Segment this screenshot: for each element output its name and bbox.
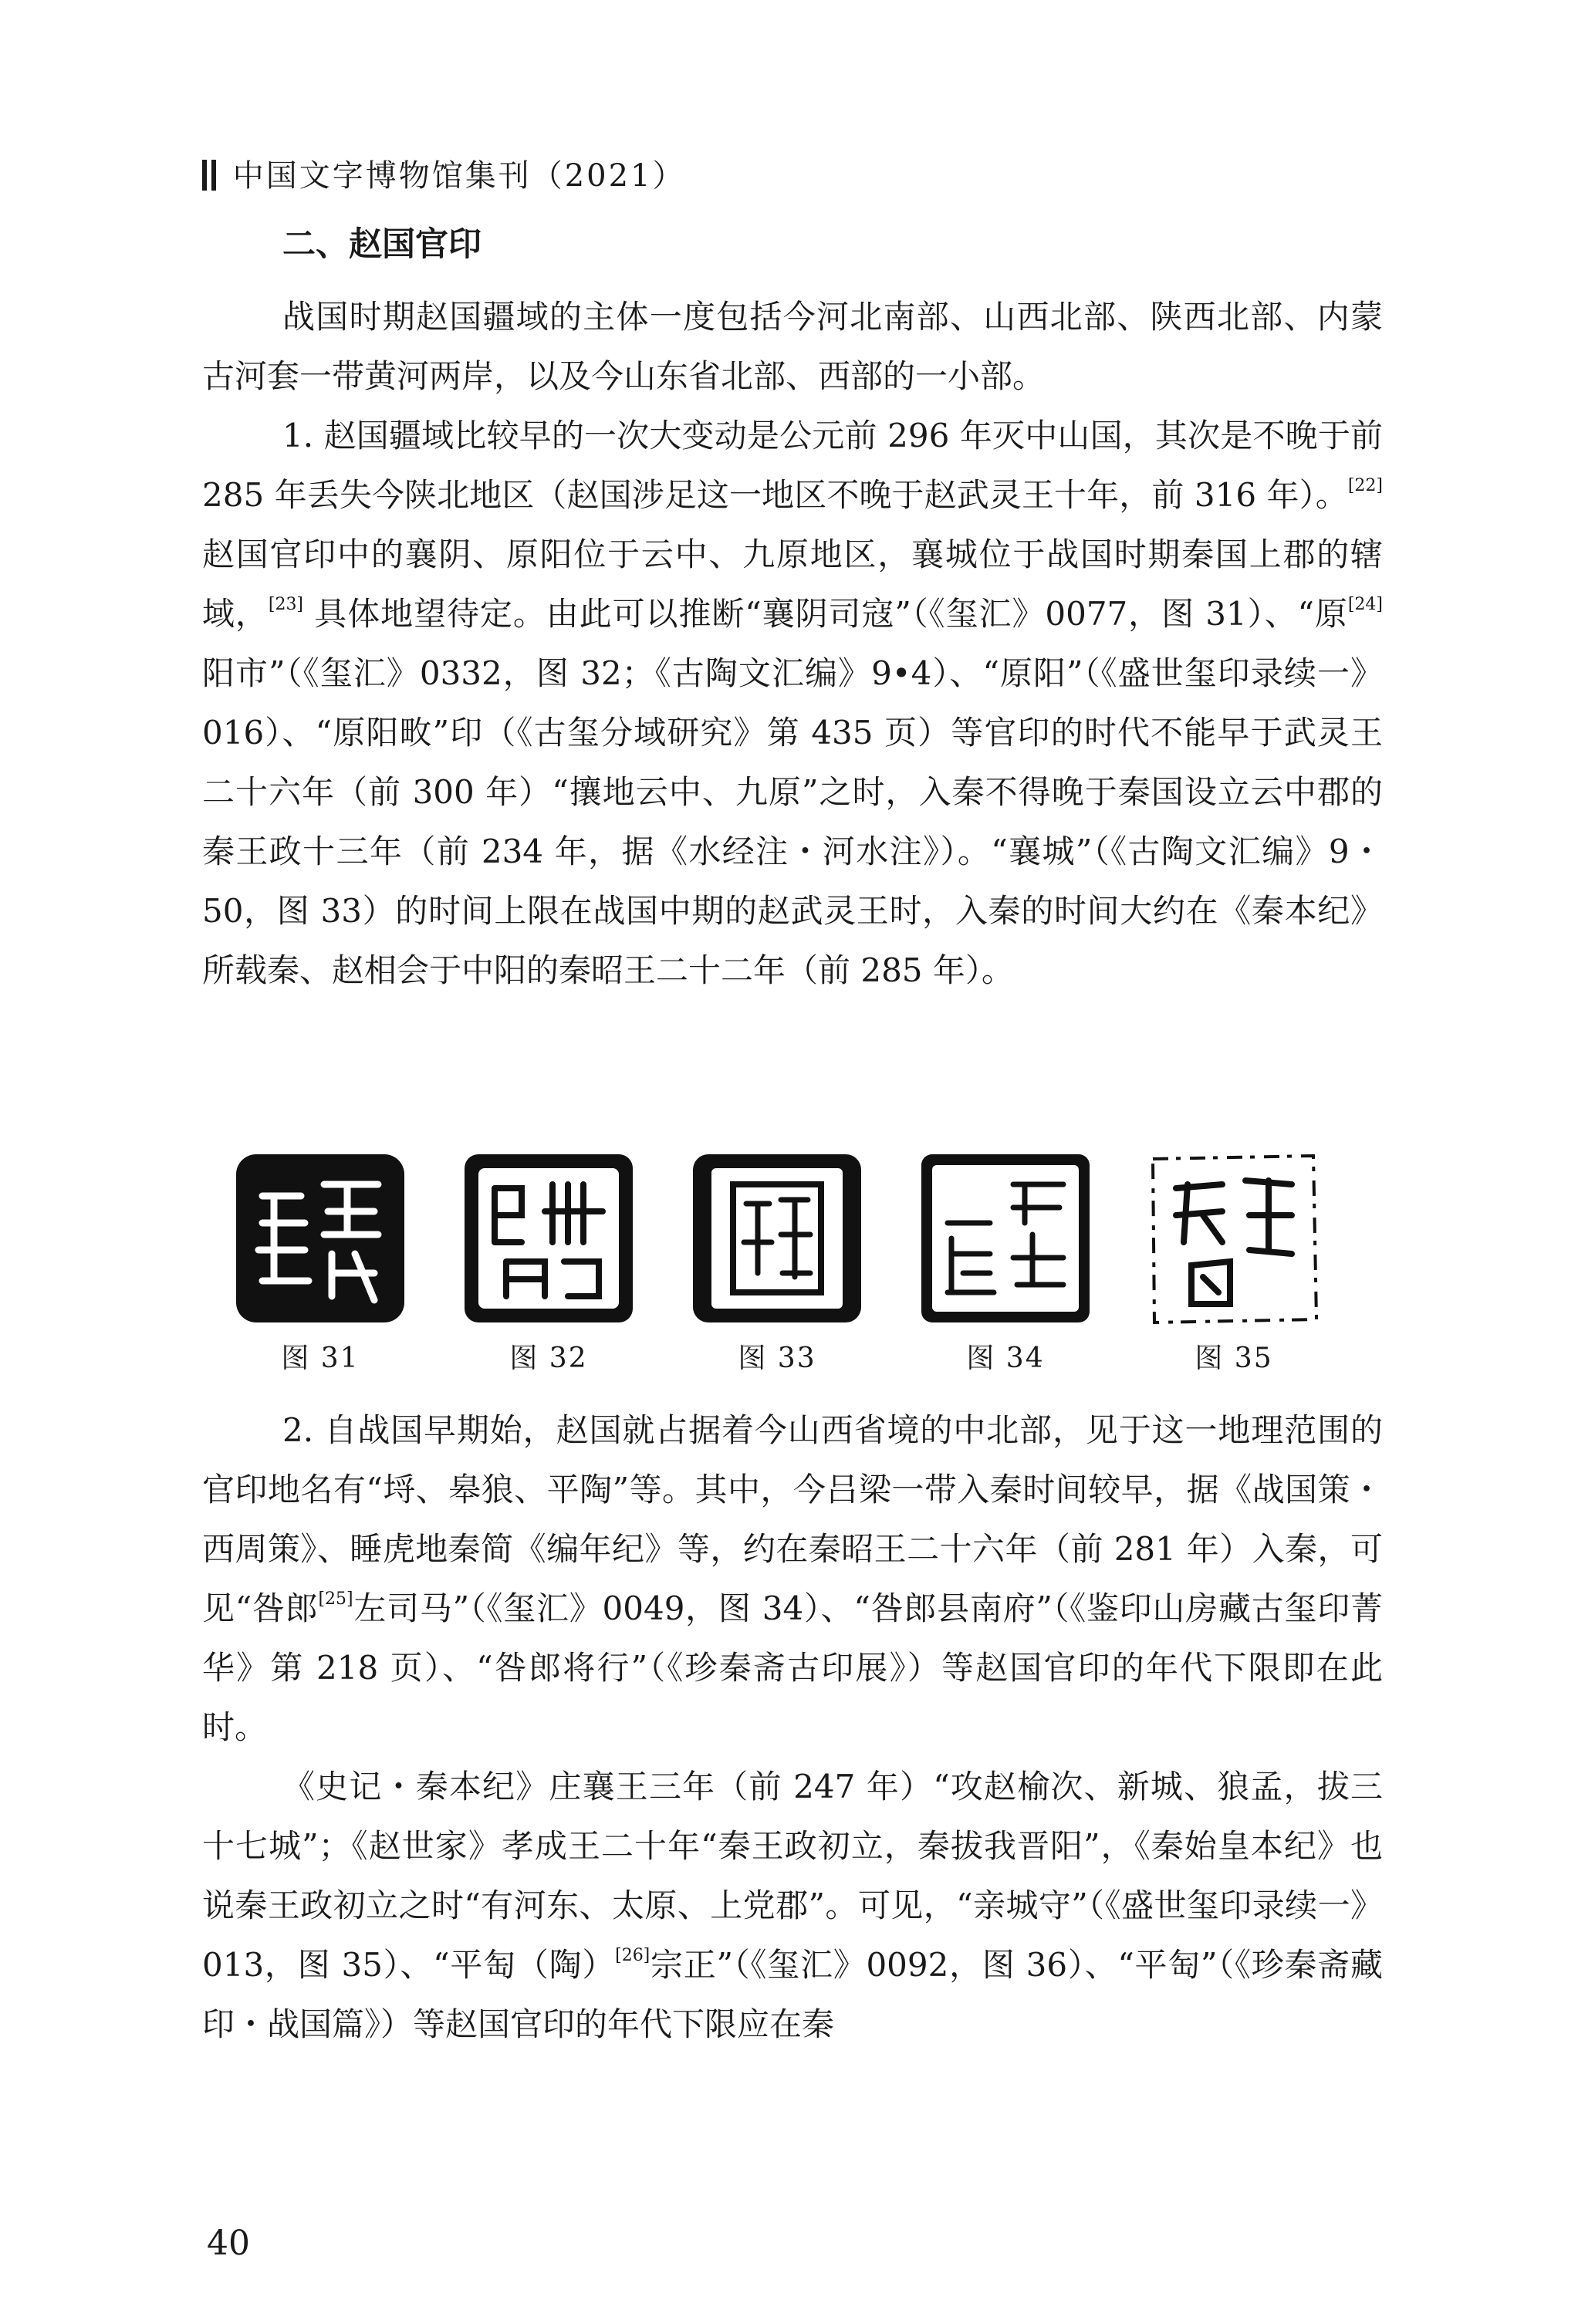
figure-caption: 图 35 <box>1195 1343 1273 1374</box>
figure-caption: 图 34 <box>966 1343 1045 1374</box>
figure-32 <box>460 1150 637 1376</box>
paragraph-text: 赵国官印中的襄阴、原阳位于云中、九原地区，襄城位于战国时期秦国上郡的辖域， <box>202 535 1383 633</box>
footnote-ref: [22] <box>1347 476 1383 495</box>
body-text-top <box>202 287 1383 1000</box>
paragraph <box>202 1400 1383 1757</box>
paragraph <box>202 1757 1383 2054</box>
seal-image-31 <box>231 1150 409 1327</box>
figure-caption: 图 31 <box>281 1343 360 1374</box>
figure-34 <box>917 1150 1094 1376</box>
paragraph-text: 阳市”（《玺汇》0332，图 32；《古陶文汇编》9•4）、“原阳”（《盛世玺印录续一》016）、“原阳畋”印（《古玺分域研究》第 435 页）等官印的时代不能早于武灵王二十六年（前 300 年）“攘地云中、九原”之时，入秦不得晚于秦国设立云中郡的秦王政十三年（前 234 年，据《水经注・河水注》）。“襄城”（《古陶文汇编》9・50，图 33）的时间上限在战国中期的赵武灵王时，入秦的时间大约在《秦本纪》所载秦、赵相会于中阳的秦昭王二十二年（前 285 年）。 <box>202 654 1383 989</box>
figure-31 <box>231 1150 409 1376</box>
header-bar-left <box>202 160 207 191</box>
figure-35 <box>1145 1150 1323 1376</box>
paragraph-text: 2. 自战国早期始，赵国就占据着今山西省境的中北部，见于这一地理范围的官印地名有“埒、皋狼、平陶”等。其中，今吕梁一带入秦时间较早，据《战国策・西周策》、睡虎地秦简《编年纪》等，约在秦昭王二十六年（前 281 年）入秦，可见“咎郎 <box>202 1411 1383 1627</box>
seal-image-35 <box>1145 1150 1323 1327</box>
seal-image-34 <box>917 1150 1094 1327</box>
header-bar-right <box>211 160 216 191</box>
paragraph <box>202 406 1383 1000</box>
footnote-ref: [25] <box>318 1589 353 1609</box>
body-text-bottom <box>202 1400 1383 2054</box>
paragraph-text: 《史记・秦本纪》庄襄王三年（前 247 年）“攻赵榆次、新城、狼孟，拔三十七城”；《赵世家》孝成王二十年“秦王政初立，秦拔我晋阳”，《秦始皇本纪》也说秦王政初立之时“有河东、太原、上党郡”。可见，“亲城守”（《盛世玺印录续一》013，图 35）、“平匋（陶） <box>202 1768 1383 1984</box>
footnote-ref: [23] <box>268 595 304 614</box>
page-number: 40 <box>207 2224 250 2263</box>
seal-image-32 <box>460 1150 637 1327</box>
footnote-ref: [24] <box>1347 595 1383 614</box>
header-title: 中国文字博物馆集刊（2021） <box>232 158 686 194</box>
paragraph <box>202 287 1383 406</box>
figure-33 <box>688 1150 866 1376</box>
figure-caption: 图 32 <box>509 1343 588 1374</box>
figure-caption: 图 33 <box>738 1343 816 1374</box>
seal-figures <box>231 1150 1374 1381</box>
seal-image-33 <box>688 1150 866 1327</box>
paragraph-text: 具体地望待定。由此可以推断“襄阴司寇”（《玺汇》0077，图 31）、“原 <box>303 595 1348 633</box>
paragraph-text: 左司马”（《玺汇》0049，图 34）、“咎郎县南府”（《鉴印山房藏古玺印菁华》第 218 页）、“咎郎将行”（《珍秦斋古印展》）等赵国官印的年代下限即在此时。 <box>202 1589 1383 1746</box>
running-header <box>202 151 686 195</box>
footnote-ref: [26] <box>615 1946 651 1965</box>
paragraph-text: 1. 赵国疆域比较早的一次大变动是公元前 296 年灭中山国，其次是不晚于前 285 年丢失今陕北地区（赵国涉足这一地区不晚于赵武灵王十年，前 316 年）。 <box>202 417 1383 514</box>
paragraph-text: 宗正”（《玺汇》0092，图 36）、“平匋”（《珍秦斋藏印・战国篇》）等赵国官印的年代下限应在秦 <box>202 1946 1383 2043</box>
section-heading: 二、赵国官印 <box>282 225 482 264</box>
paragraph-text: 战国时期赵国疆域的主体一度包括今河北南部、山西北部、陕西北部、内蒙古河套一带黄河两岸，以及今山东省北部、西部的一小部。 <box>202 298 1383 395</box>
